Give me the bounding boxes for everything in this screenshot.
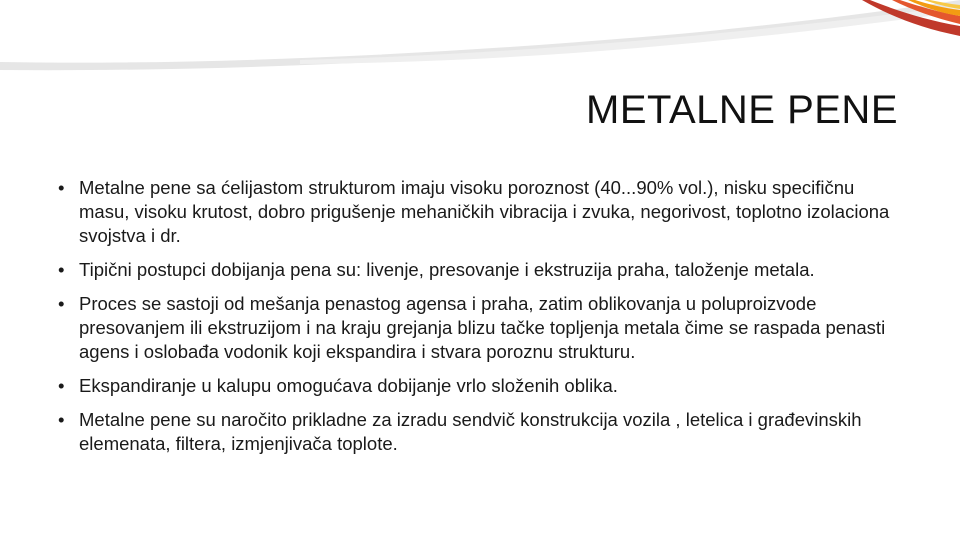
bullet-marker: • <box>58 375 65 396</box>
bullet-item <box>58 258 900 282</box>
swoosh-gray-2 <box>300 6 960 64</box>
bullet-text: Tipični postupci dobijanja pena su: livenje, presovanje i ekstruzija praha, taloženje metala. <box>79 259 815 280</box>
swoosh-red <box>862 0 960 36</box>
swoosh-yellow <box>924 0 960 9</box>
bullet-text: Proces se sastoji od mešanja penastog agensa i praha, zatim oblikovanja u poluproizvode presovanjem ili ekstruzijom i na kraju grejanja blizu tačke topljenja metala čime se raspada penasti agens i oslobađa vodonik koji ekspandira i stvara poroznu strukturu. <box>79 293 886 362</box>
swoosh-amber <box>908 0 960 16</box>
bullet-lead: Metalne pene <box>79 177 192 198</box>
bullet-marker: • <box>58 293 65 314</box>
bullet-item <box>58 374 900 398</box>
bullet-list <box>58 176 900 466</box>
bullet-marker: • <box>58 259 65 280</box>
bullet-marker: • <box>58 409 65 430</box>
swoosh-gray-1 <box>0 0 960 70</box>
bullet-marker: • <box>58 177 65 198</box>
bullet-text: Metalne pene su naročito prikladne za izradu sendvič konstrukcija vozila , letelica i građevinskih elemenata, filtera, izmjenjivača toplote. <box>79 409 862 454</box>
bullet-text: Ekspandiranje u kalupu omogućava dobijanje vrlo složenih oblika. <box>79 375 618 396</box>
slide-title: METALNE PENE <box>586 88 898 132</box>
bullet-item <box>58 176 900 248</box>
bullet-item <box>58 408 900 456</box>
swoosh-orange <box>892 0 960 24</box>
bullet-text: sa ćelijastom strukturom imaju visoku poroznost (40...90% vol.), nisku specifičnu masu, visoku krutost, dobro prigušenje mehaničkih vibracija i zvuka, negorivost, toplotno izolaciona svojstva i dr. <box>79 177 890 246</box>
bullet-item <box>58 292 900 364</box>
